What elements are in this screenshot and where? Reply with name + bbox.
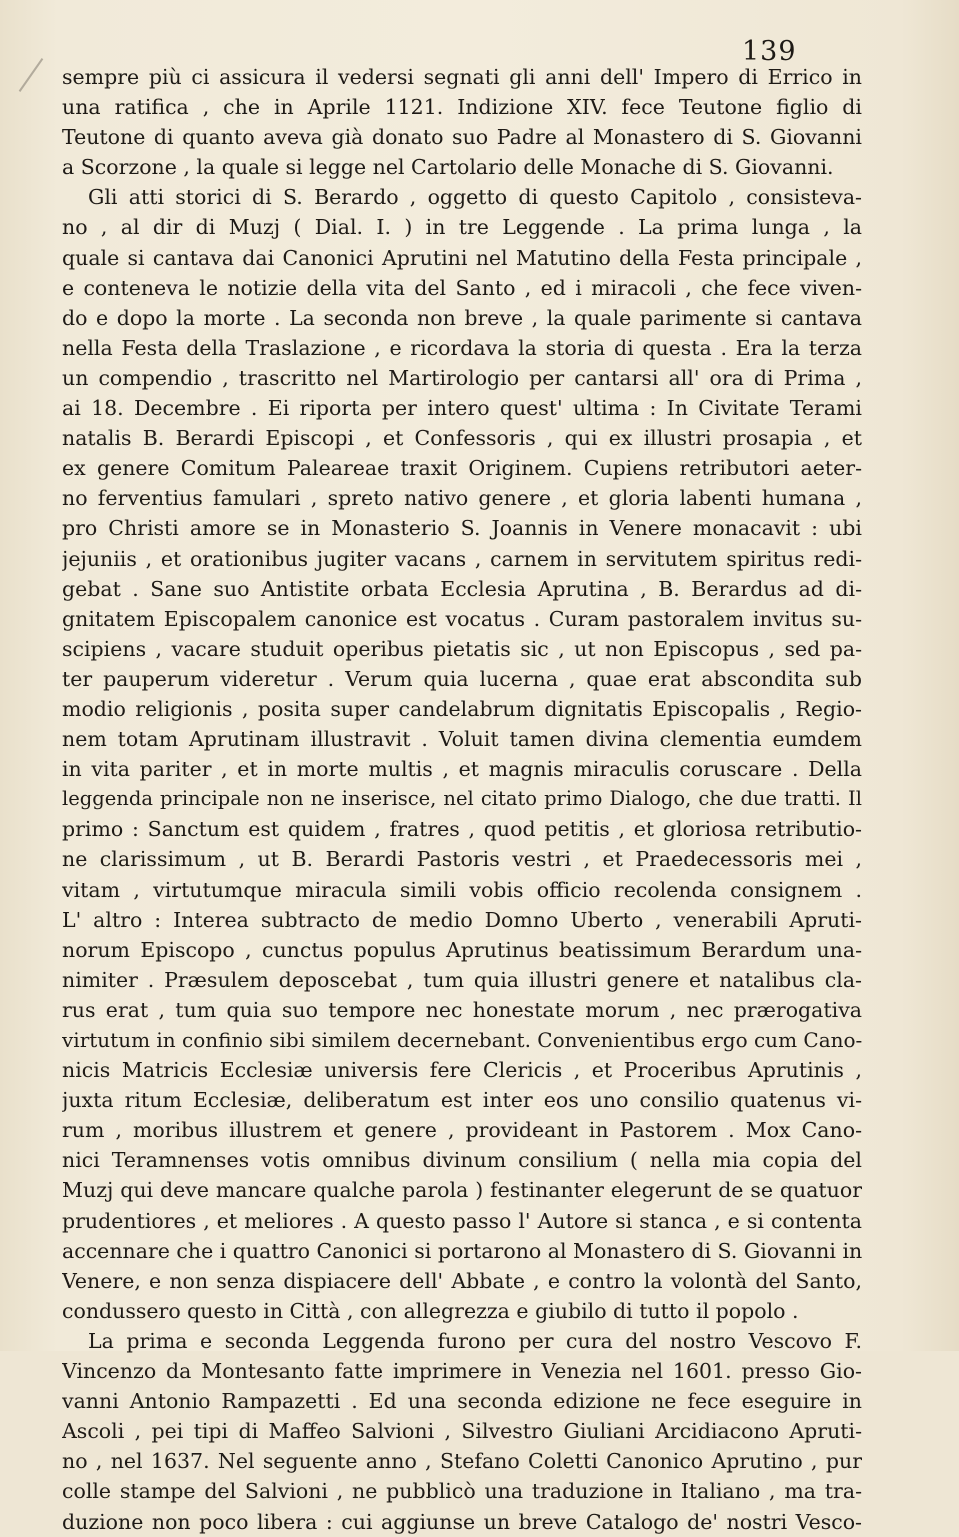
text-line: ne clarissimum , ut B. Berardi Pastoris vestri , et Praedecessoris mei , (62, 847, 862, 872)
body-text (62, 62, 862, 1537)
text-line: jejuniis , et orationibus jugiter vacans , carnem in servitutem spiritus redi- (62, 546, 862, 571)
text-line: sempre più ci assicura il vedersi segnati gli anni dell' Impero di Errico in (62, 65, 862, 89)
text-line: nem totam Aprutinam illustravit . Voluit tamen divina clementia eumdem (62, 727, 862, 752)
text-line: nella Festa della Traslazione , e ricordava la storia di questa . Era la terza (62, 335, 862, 360)
text-line: nicis Matricis Ecclesiæ universis fere Clericis , et Proceribus Aprutinis , (62, 1058, 862, 1083)
text-line: Venere, e non senza dispiacere dell' Abbate , e contro la volontà del Santo, (62, 1268, 862, 1293)
text-line: Muzj qui deve mancare qualche parola ) festinanter elegerunt de se quatuor (62, 1178, 862, 1203)
text-line: La prima e seconda Leggenda furono per cura del nostro Vescovo F. (88, 1328, 862, 1353)
text-line: ter pauperum videretur . Verum quia lucerna , quae erat abscondita sub (62, 666, 862, 691)
text-line: no , al dir di Muzj ( Dial. I. ) in tre Leggende . La prima lunga , la (62, 215, 862, 240)
text-line: modio religionis , posita super candelabrum dignitatis Episcopalis , Regio- (62, 696, 862, 721)
text-line: un compendio , trascritto nel Martirologio per cantarsi all' ora di Prima , (62, 365, 862, 390)
text-line: Vincenzo da Montesanto fatte imprimere in Venezia nel 1601. presso Gio- (62, 1359, 862, 1384)
text-line: gebat . Sane suo Antistite orbata Ecclesia Aprutina , B. Berardus ad di- (62, 576, 862, 601)
text-line: Ascoli , pei tipi di Maffeo Salvioni , Silvestro Giuliani Arcidiacono Apruti- (62, 1419, 862, 1444)
text-line: virtutum in confinio sibi similem decernebant. Convenientibus ergo cum Cano- (62, 1028, 862, 1052)
text-line: una ratifica , che in Aprile 1121. Indizione XIV. fece Teutone figlio di (62, 95, 862, 120)
text-line: e conteneva le notizie della vita del Santo , ed i miracoli , che fece viven- (62, 275, 862, 300)
text-line: scipiens , vacare studuit operibus pietatis sic , ut non Episcopus , sed pa- (62, 636, 862, 661)
text-line: rum , moribus illustrem et genere , provideant in Pastorem . Mox Cano- (62, 1118, 862, 1143)
text-line: condussero questo in Città , con allegrezza e giubilo di tutto il popolo . (62, 1298, 799, 1323)
text-line: prudentiores , et meliores . A questo passo l' Autore si stanca , e si contenta (62, 1208, 862, 1233)
text-line: L' altro : Interea subtracto de medio Domno Uberto , venerabili Apruti- (62, 907, 862, 932)
text-line: pro Christi amore se in Monasterio S. Joannis in Venere monacavit : ubi (62, 516, 862, 541)
text-line: do e dopo la morte . La seconda non breve , la quale parimente si cantava (62, 305, 862, 330)
text-line: norum Episcopo , cunctus populus Aprutinus beatissimum Berardum una- (62, 937, 862, 962)
text-line: vanni Antonio Rampazetti . Ed una seconda edizione ne fece eseguire in (62, 1389, 862, 1414)
text-line: ex genere Comitum Paleareae traxit Originem. Cupiens retributori aeter- (62, 456, 862, 481)
text-line: a Scorzone , la quale si legge nel Cartolario delle Monache di S. Giovanni. (62, 155, 834, 180)
text-line: ai 18. Decembre . Ei riporta per intero quest' ultima : In Civitate Terami (62, 396, 862, 421)
margin-mark (19, 58, 44, 92)
text-line: colle stampe del Salvioni , ne pubblicò una traduzione in Italiano , ma tra- (62, 1479, 862, 1504)
text-line: rus erat , tum quia suo tempore nec honestate morum , nec prærogativa (62, 997, 862, 1022)
text-line: vitam , virtutumque miracula simili vobis officio recolenda consignem . (62, 877, 862, 902)
text-line: juxta ritum Ecclesiæ, deliberatum est inter eos uno consilio quatenus vi- (62, 1088, 862, 1113)
text-line: no , nel 1637. Nel seguente anno , Stefano Coletti Canonico Aprutino , pur (62, 1449, 862, 1474)
text-line: primo : Sanctum est quidem , fratres , quod petitis , et gloriosa retributio- (62, 817, 862, 842)
text-line: leggenda principale non ne inserisce, nel citato primo Dialogo, che due tratti. Il (62, 787, 862, 811)
text-line: no ferventius famulari , spreto nativo genere , et gloria labenti humana , (62, 486, 862, 511)
text-line: Gli atti storici di S. Berardo , oggetto di questo Capitolo , consisteva- (88, 185, 862, 210)
text-line: natalis B. Berardi Episcopi , et Confessoris , qui ex illustri prosapia , et (62, 426, 862, 451)
text-line: in vita pariter , et in morte multis , et magnis miraculis coruscare . Della (62, 757, 862, 782)
text-line: duzione non poco libera : cui aggiunse un breve Catalogo de' nostri Vesco- (62, 1509, 862, 1534)
page-number: 139 (742, 36, 797, 67)
text-line: Teutone di quanto aveva già donato suo Padre al Monastero di S. Giovanni (62, 125, 862, 150)
text-line: gnitatem Episcopalem canonice est vocatus . Curam pastoralem invitus su- (62, 606, 862, 631)
text-line: accennare che i quattro Canonici si portarono al Monastero di S. Giovanni in (62, 1238, 862, 1263)
text-line: nici Teramnenses votis omnibus divinum consilium ( nella mia copia del (62, 1148, 862, 1173)
text-line: quale si cantava dai Canonici Aprutini nel Matutino della Festa principale , (62, 245, 862, 270)
text-line: nimiter . Præsulem deposcebat , tum quia illustri genere et natalibus cla- (62, 967, 862, 992)
